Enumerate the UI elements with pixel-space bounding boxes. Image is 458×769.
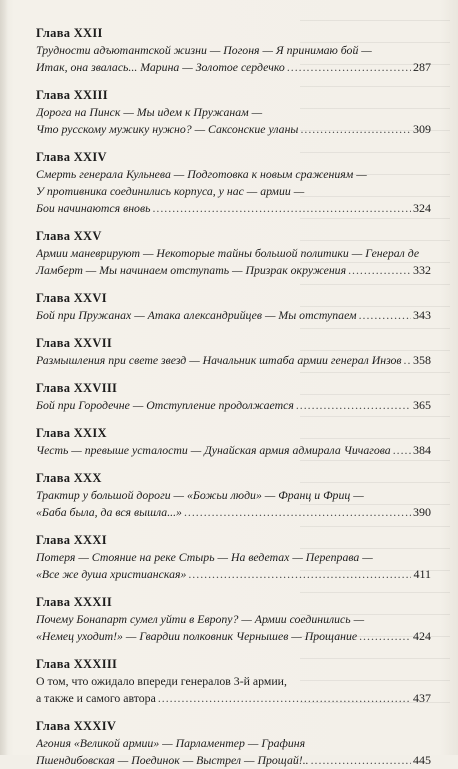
dot-leader (188, 566, 411, 583)
chapter-summary-text: «Все же душа христианская» (36, 567, 187, 581)
chapter-summary-line: Почему Бонапарт сумел уйти в Европу? — Армии соединились — (36, 612, 365, 626)
entry-spacer (36, 279, 431, 289)
chapter-summary-text: «Баба была, да вся вышла...» (36, 505, 182, 519)
chapter-title: Глава XXIII (36, 88, 108, 102)
chapter-contents (36, 307, 431, 324)
toc-entry (36, 227, 431, 279)
chapter-summary-line: Армии маневрируют — Некоторые тайны большой политики — Генерал де (36, 246, 420, 260)
chapter-contents (36, 104, 431, 138)
chapter-title: Глава XXVIII (36, 381, 118, 395)
chapter-summary-last-line (36, 628, 431, 645)
chapter-title: Глава XXV (36, 229, 102, 243)
entry-spacer (36, 414, 431, 424)
entry-spacer (36, 583, 431, 593)
page-gutter-shadow (0, 0, 8, 755)
chapter-summary-line: Трактир у большой дороги — «Божьи люди» — Франц и Фриц — (36, 488, 364, 502)
toc-entry (36, 593, 431, 645)
chapter-title: Глава XXII (36, 26, 103, 40)
toc-entry (36, 717, 431, 769)
chapter-summary-last-line (36, 690, 431, 707)
chapter-title: Глава XXXIV (36, 719, 117, 733)
chapter-summary-line: Агония «Великой армии» — Парламентер — Графиня (36, 736, 306, 750)
chapter-summary-text: Бой при Городечне — Отступление продолжается (36, 398, 294, 412)
dot-leader (300, 121, 411, 138)
chapter-summary-text: Размышления при свете звезд — Начальник штаба армии генерал Инзов (36, 353, 402, 367)
page-number: 411 (413, 567, 431, 581)
chapter-summary-last-line (36, 200, 431, 217)
entry-spacer (36, 521, 431, 531)
toc-entry (36, 86, 431, 138)
chapter-title: Глава XXVI (36, 291, 107, 305)
dot-leader (287, 59, 411, 76)
toc-entry (36, 424, 431, 459)
chapter-summary-line: У противника соединились корпуса, у нас — армии — (36, 184, 305, 198)
entry-spacer (36, 324, 431, 334)
toc-entry (36, 334, 431, 369)
chapter-summary-last-line (36, 442, 431, 459)
dot-leader (152, 200, 411, 217)
chapter-title: Глава XXVII (36, 336, 113, 350)
chapter-summary-last-line (36, 352, 431, 369)
chapter-summary-last-line (36, 262, 431, 279)
chapter-summary-line: О том, что ожидало впереди генералов 3-й армии, (36, 674, 287, 688)
chapter-summary-text: «Немец уходит!» — Гвардии полковник Чернышев — Прощание (36, 629, 358, 643)
chapter-summary-text: Бои начинаются вновь (36, 201, 151, 215)
chapter-summary-text: Итак, она звалась... Марина — Золотое сердечко (36, 60, 285, 74)
page-number: 358 (413, 353, 431, 367)
chapter-contents (36, 487, 431, 521)
chapter-contents (36, 735, 431, 769)
page-number: 343 (413, 308, 431, 322)
page-number: 390 (413, 505, 431, 519)
toc-entry (36, 531, 431, 583)
chapter-title: Глава XXXII (36, 595, 113, 609)
chapter-summary-text: Что русскому мужику нужно? — Саксонские уланы (36, 122, 299, 136)
chapter-summary-last-line (36, 566, 431, 583)
dot-leader (184, 504, 411, 521)
chapter-summary-text: Честь — превыше усталости — Дунайская армия адмирала Чичагова (36, 443, 391, 457)
chapter-contents (36, 166, 431, 217)
chapter-contents (36, 397, 431, 414)
page-number: 445 (413, 753, 431, 767)
entry-spacer (36, 217, 431, 227)
toc-entry (36, 289, 431, 324)
dot-leader (359, 628, 411, 645)
chapter-summary-line: Дорога на Пинск — Мы идем к Пружанам — (36, 105, 263, 119)
entry-spacer (36, 138, 431, 148)
dot-leader (296, 397, 411, 414)
chapter-contents (36, 673, 431, 707)
page-number: 332 (413, 263, 431, 277)
chapter-summary-text: Ламберт — Мы начинаем отступать — Призрак окружения (36, 263, 347, 277)
entry-spacer (36, 707, 431, 717)
entry-spacer (36, 459, 431, 469)
entry-spacer (36, 76, 431, 86)
toc-entry (36, 379, 431, 414)
page-number: 324 (413, 201, 431, 215)
page-number: 287 (413, 60, 431, 74)
dot-leader (404, 352, 411, 369)
entry-spacer (36, 369, 431, 379)
chapter-contents (36, 549, 431, 583)
chapter-summary-last-line (36, 397, 431, 414)
chapter-summary-last-line (36, 504, 431, 521)
page-number: 365 (413, 398, 431, 412)
dot-leader (359, 307, 411, 324)
chapter-summary-last-line (36, 59, 431, 76)
toc-entry (36, 148, 431, 217)
dot-leader (158, 690, 411, 707)
chapter-summary-line: Смерть генерала Кульнева — Подготовка к новым сражениям — (36, 167, 367, 181)
chapter-summary-line: Потеря — Стояние на реке Стырь — На ведетах — Переправа — (36, 550, 373, 564)
chapter-summary-text: Бой при Пружанах — Атака александрийцев — Мы отступаем (36, 308, 357, 322)
entry-spacer (36, 645, 431, 655)
chapter-summary-text: а также и самого автора (36, 691, 156, 705)
chapter-title: Глава XXX (36, 471, 102, 485)
chapter-contents (36, 42, 431, 76)
toc-entry (36, 655, 431, 707)
page-number: 309 (413, 122, 431, 136)
chapter-summary-line: Трудности адъютантской жизни — Погоня — Я принимаю бой — (36, 43, 372, 57)
page-number: 424 (413, 629, 431, 643)
table-of-contents (36, 24, 431, 769)
chapter-contents (36, 442, 431, 459)
chapter-contents (36, 611, 431, 645)
chapter-title: Глава XXXI (36, 533, 107, 547)
toc-entry (36, 469, 431, 521)
page-number: 437 (413, 691, 431, 705)
chapter-title: Глава XXIV (36, 150, 107, 164)
chapter-summary-last-line (36, 121, 431, 138)
toc-entry (36, 24, 431, 76)
chapter-contents (36, 352, 431, 369)
dot-leader (348, 262, 411, 279)
chapter-summary-text: Пшендибовская — Поединок — Выстрел — Прощай!.. (36, 753, 309, 767)
page-number: 384 (413, 443, 431, 457)
chapter-title: Глава XXXIII (36, 657, 118, 671)
dot-leader (393, 442, 411, 459)
chapter-title: Глава XXIX (36, 426, 107, 440)
chapter-summary-last-line (36, 307, 431, 324)
chapter-contents (36, 245, 431, 279)
